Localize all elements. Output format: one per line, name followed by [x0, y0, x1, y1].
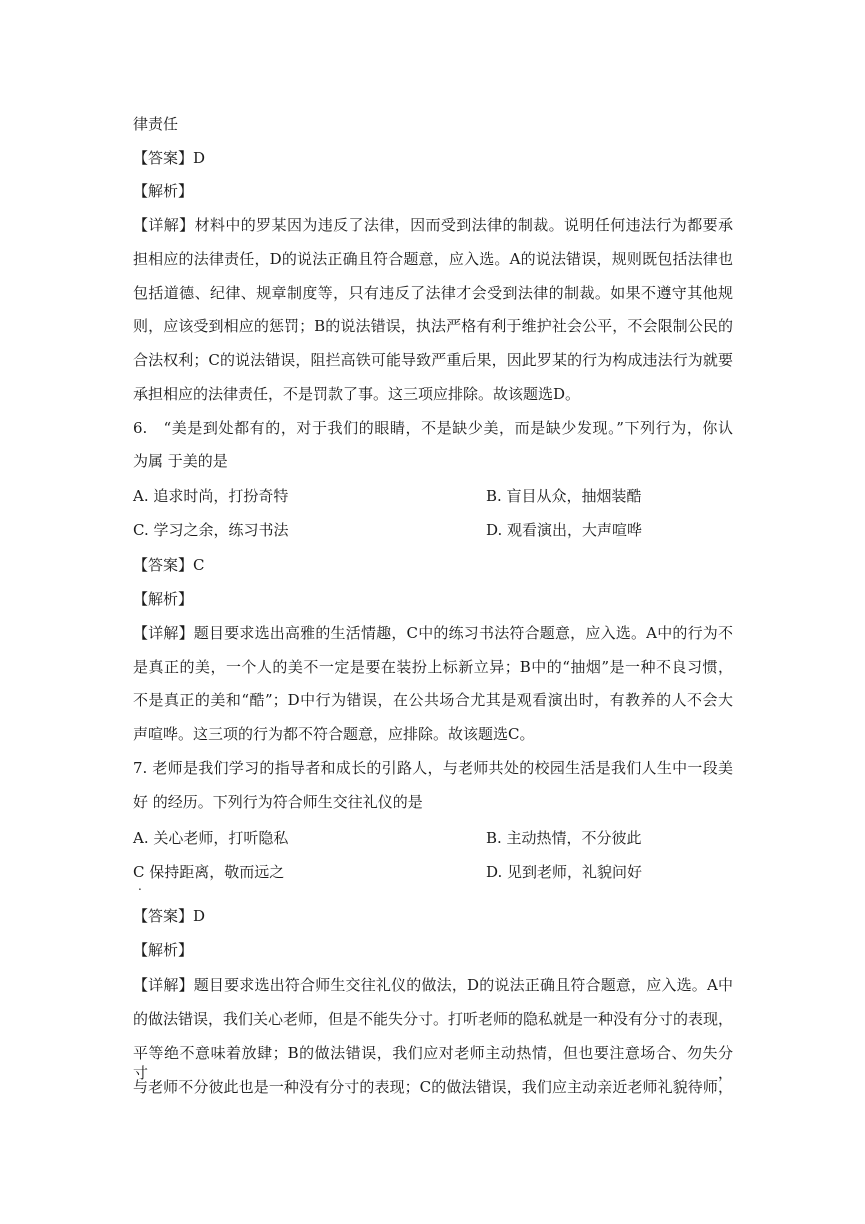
question-6-stem: 6. “美是到处都有的，对于我们的眼睛，不是缺少美，而是缺少发现。”下列行为，你认 [133, 419, 733, 437]
text-line: 则，应该受到相应的惩罚；B的说法错误，执法严格有利于维护社会公平，不会限制公民的 [133, 317, 733, 335]
analysis-label: 【解析】 [133, 941, 194, 959]
text-line: 担相应的法律责任，D的说法正确且符合题意，应入选。A的说法错误，规则既包括法律也 [133, 250, 733, 268]
question-6-stem: 为属 于美的是 [133, 452, 228, 470]
q6-option-a: A. 追求时尚，打扮奇特 [133, 487, 289, 505]
text-line: 声喧哗。这三项的行为都不符合题意，应排除。故该题选C。 [133, 725, 535, 743]
answer-label: 【答案】C [133, 556, 205, 574]
q7-option-d: D. 见到老师，礼貌问好 [486, 863, 643, 881]
text-line: 平等绝不意味着放肆；B的做法错误，我们应对老师主动热情，但也要注意场合、勿失分寸， [133, 1044, 733, 1082]
text-line: 包括道德、纪律、规章制度等，只有违反了法律才会受到法律的制裁。如果不遵守其他规 [133, 284, 733, 302]
answer-label: 【答案】D [133, 149, 206, 167]
text-line: 与老师不分彼此也是一种没有分寸的表现；C的做法错误，我们应主动亲近老师礼貌待师， [133, 1078, 733, 1096]
q6-option-d: D. 观看演出，大声喧哗 [486, 521, 643, 539]
text-line: 律责任 [133, 115, 179, 133]
text-line: 承担相应的法律责任，不是罚款了事。这三项应排除。故该题选D。 [133, 385, 581, 403]
q7-option-a: A. 关心老师，打听隐私 [133, 829, 289, 847]
q7-option-c: C 保持距离，敬而远之 [133, 863, 285, 881]
answer-label: 【答案】D [133, 907, 206, 925]
text-line: 合法权利；C的说法错误，阻拦高铁可能导致严重后果，因此罗某的行为构成违法行为就要 [133, 351, 733, 369]
text-line: 不是真正的美和“酷”；D中行为错误，在公共场合尤其是观看演出时，有教养的人不会大 [133, 691, 733, 709]
text-line: 是真正的美，一个人的美不一定是要在装扮上标新立异；B中的“抽烟”是一种不良习惯， [133, 658, 733, 676]
text-line: 【详解】材料中的罗某因为违反了法律，因而受到法律的制裁。说明任何违法行为都要承 [133, 216, 733, 234]
analysis-label: 【解析】 [133, 590, 194, 608]
q7-option-b: B. 主动热情，不分彼此 [486, 829, 642, 847]
text-line: 【详解】题目要求选出符合师生交往礼仪的做法，D的说法正确且符合题意，应入选。A中 [133, 976, 733, 994]
text-line: 的做法错误，我们关心老师，但是不能失分寸。打听老师的隐私就是一种没有分寸的表现， [133, 1010, 734, 1028]
question-7-stem: 好 的经历。下列行为符合师生交往礼仪的是 [133, 793, 423, 811]
q6-option-b: B. 盲目从众，抽烟装酷 [486, 487, 642, 505]
q7-option-c-mark: . [138, 879, 142, 893]
question-7-stem: 7. 老师是我们学习的指导者和成长的引路人，与老师共处的校园生活是我们人生中一段美 [133, 759, 733, 777]
text-line: 【详解】题目要求选出高雅的生活情趣，C中的练习书法符合题意，应入选。A中的行为不 [133, 624, 733, 642]
analysis-label: 【解析】 [133, 182, 194, 200]
q6-option-c: C. 学习之余，练习书法 [133, 521, 289, 539]
